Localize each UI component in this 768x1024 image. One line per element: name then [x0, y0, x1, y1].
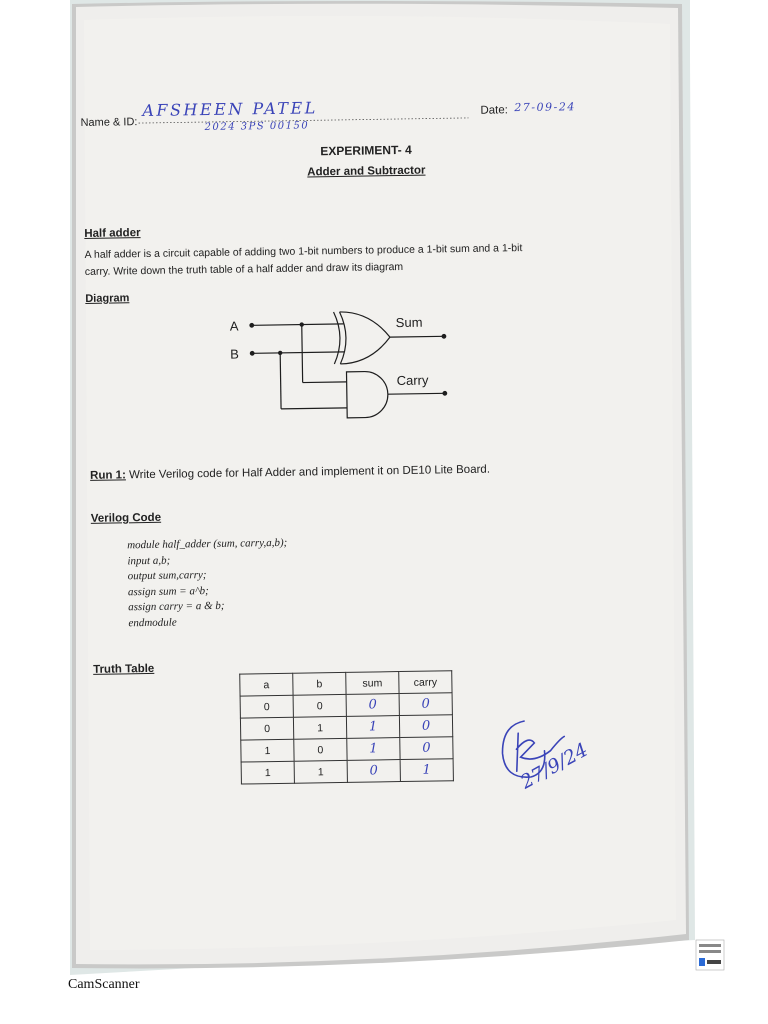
cell-sum: 1 [347, 738, 400, 761]
diagram-heading: Diagram [85, 292, 130, 305]
circuit-label-a: A [229, 318, 239, 334]
cell-b: 1 [293, 716, 346, 739]
cell-sum: 0 [346, 694, 399, 717]
run-text: Write Verilog code for Half Adder and implement it on DE10 Lite Board. [125, 463, 491, 482]
circuit-label-sum: Sum [395, 314, 423, 331]
input-a-node [250, 324, 254, 328]
cell-a: 0 [240, 695, 293, 718]
cell-sum: 1 [346, 716, 399, 739]
column-header-sum: sum [346, 672, 399, 695]
experiment-title: EXPERIMENT- 4 [320, 142, 412, 159]
experiment-subtitle: Adder and Subtractor [307, 164, 426, 179]
code-line: endmodule [128, 616, 177, 630]
cell-carry: 0 [399, 715, 452, 738]
run-instruction [90, 464, 490, 482]
handwritten-id: 2024 3PS 00150 [204, 120, 310, 134]
cell-b: 0 [293, 694, 346, 717]
cell-b: 1 [294, 760, 347, 783]
cell-b: 0 [294, 738, 347, 761]
input-b-node [250, 352, 254, 356]
wire-carry-out [388, 393, 445, 394]
wire-a-branch [302, 325, 303, 383]
code-line: output sum,carry; [127, 569, 207, 583]
run-label: Run 1: [89, 469, 126, 482]
xor-gate [334, 311, 391, 364]
cell-a: 1 [241, 761, 294, 784]
cell-sum: 0 [347, 760, 400, 783]
wire-b [252, 352, 344, 353]
wire-b-branch [280, 353, 281, 409]
code-line: assign carry = a & b; [128, 600, 225, 614]
code-line: module half_adder (sum, carry,a,b); [127, 536, 288, 552]
wire-sum-out [390, 336, 444, 337]
half-adder-heading: Half adder [84, 227, 141, 240]
signature-date: 27/9/24 [516, 738, 592, 794]
handwritten-name: AFSHEEN PATEL [142, 98, 318, 121]
half-adder-description-line2: carry. Write down the truth table of a half adder and draw its diagram [84, 260, 404, 278]
code-line: input a,b; [127, 554, 171, 567]
date-label: Date: [480, 104, 508, 117]
truth-table [239, 670, 454, 784]
handwritten-date: 27-09-24 [514, 100, 576, 115]
cell-a: 0 [240, 717, 293, 740]
wire-a [252, 324, 344, 325]
half-adder-description-line1: A half adder is a circuit capable of adding two 1-bit numbers to produce a 1-bit sum and a 1-bit [84, 242, 523, 261]
circuit-label-b: B [230, 346, 239, 362]
cell-carry: 1 [400, 759, 453, 782]
verilog-heading: Verilog Code [90, 511, 162, 525]
column-header-a: a [240, 673, 293, 696]
footer-camscanner: CamScanner [68, 977, 140, 992]
truth-table-heading: Truth Table [93, 662, 155, 676]
cell-a: 1 [241, 739, 294, 762]
circuit-label-carry: Carry [396, 372, 429, 389]
cell-carry: 0 [399, 693, 452, 716]
cell-carry: 0 [400, 737, 453, 760]
verilog-code-block [127, 536, 289, 632]
worksheet-page [80, 79, 663, 896]
half-adder-circuit-diagram [221, 300, 463, 416]
column-header-b: b [293, 672, 346, 695]
and-gate [346, 371, 388, 418]
instructor-signature [494, 689, 636, 801]
table-row [241, 759, 453, 784]
name-id-label: Name & ID: [80, 116, 138, 129]
column-header-carry: carry [399, 671, 452, 694]
code-line: assign sum = a^b; [127, 584, 209, 599]
